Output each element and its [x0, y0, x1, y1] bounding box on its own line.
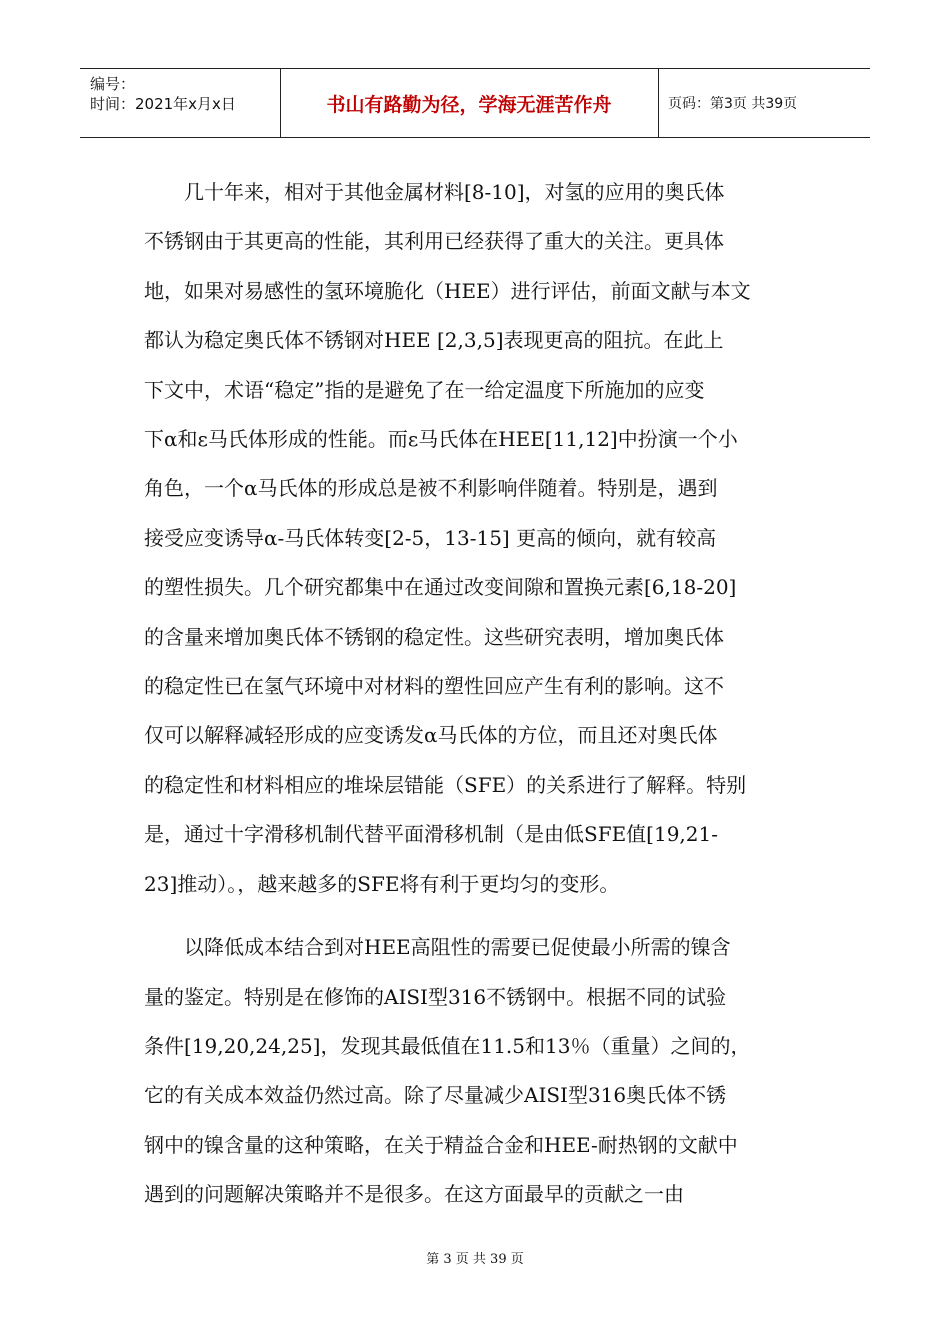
page-header	[80, 68, 870, 138]
header-meta	[80, 69, 281, 137]
body-paragraph-2: 以降低成本结合到对HEE高阻性的需要已促使最小所需的镍含 量的鉴定。特别是在修饰的AISI型316不锈钢中。根据不同的试验 条件[19,20,24,25]，发现其最低值在11.5和13％（重量）之间的， 它的有关成本效益仍然过高。除了尽量减少AISI型316奥氏体不锈 钢中的镍含量的这种策略，在关于精益合金和HEE-耐热钢的文献中 遇到的问题解决策略并不是很多。在这方面最早的贡献之一由	[144, 935, 751, 1207]
header-page-code: 页码：第3页 共39页	[668, 96, 798, 112]
document-time-label: 时间：2021年x月x日	[90, 95, 236, 113]
header-motto-cell	[280, 69, 659, 137]
document-number-label: 编号：	[90, 75, 136, 93]
document-body	[144, 168, 806, 1220]
header-motto: 书山有路勤为径，学海无涯苦作舟	[326, 93, 612, 116]
page-footer: 第 3 页 共 39 页	[426, 1252, 524, 1267]
body-paragraph-1: 几十年来，相对于其他金属材料[8-10]，对氢的应用的奥氏体 不锈钢由于其更高的性能，其利用已经获得了重大的关注。更具体 地，如果对易感性的氢环境脆化（HEE）进行评估，前面文献与本文 都认为稳定奥氏体不锈钢对HEE [2,3,5]表现更高的阻抗。在此上 下文中，术语“稳定”指的是避免了在一给定温度下所施加的应变 下α和ε马氏体形成的性能。而ε马氏体在HEE[11,12]中扮演一个小 角色，一个α马氏体的形成总是被不利影响伴随着。特别是，遇到 接受应变诱导α-马氏体转变[2-5，13-15] 更高的倾向，就有较高 的塑性损失。几个研究都集中在通过改变间隙和置换元素[6,18-20] 的含量来增加奥氏体不锈钢的稳定性。这些研究表明，增加奥氏体 的稳定性已在氢气环境中对材料的塑性回应产生有利的影响。这不 仅可以解释减轻形成的应变诱发α马氏体的方位，而且还对奥氏体 的稳定性和材料相应的堆垛层错能（SFE）的关系进行了解释。特别 是，通过十字滑移机制代替平面滑移机制（是由低SFE值[19,21- 23]推动）。，越来越多的SFE将有利于更均匀的变形。	[144, 180, 751, 896]
